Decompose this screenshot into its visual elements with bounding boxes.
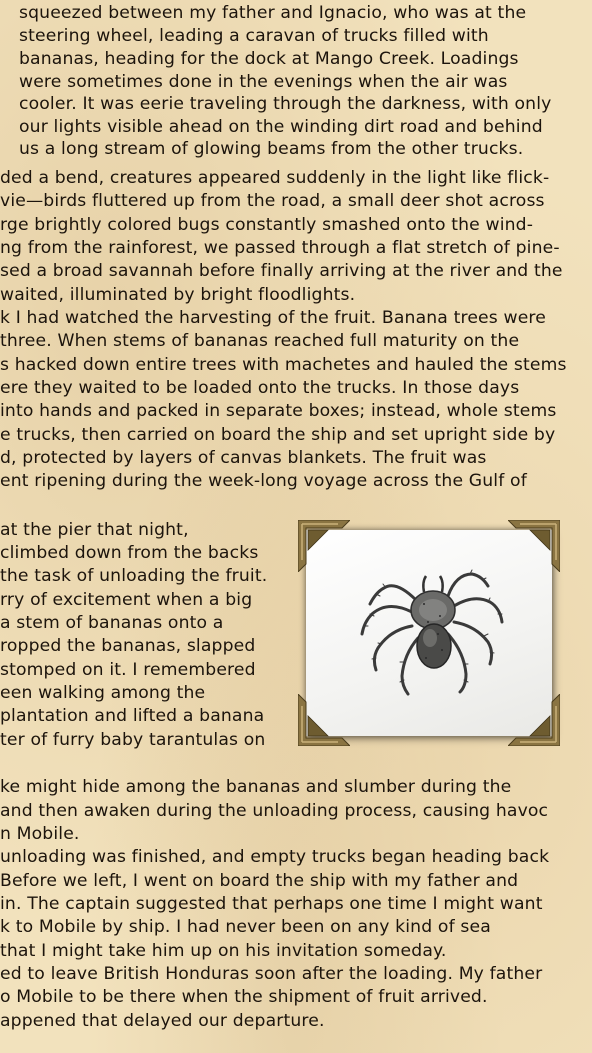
text-line: a stem of bananas onto a — [0, 613, 224, 633]
text-line: sed a broad savannah before finally arriving at the river and the — [0, 261, 563, 281]
text-line: us a long stream of glowing beams from the other trucks. — [19, 139, 524, 159]
text-line: three. When stems of bananas reached full maturity on the — [0, 331, 520, 351]
text-line: d, protected by layers of canvas blankets. The fruit was — [0, 448, 487, 468]
text-line: een walking among the — [0, 683, 206, 703]
text-line: vie—birds fluttered up from the road, a small deer shot across — [0, 191, 545, 211]
text-line: ent ripening during the week-long voyage across the Gulf of — [0, 471, 527, 491]
text-line: our lights visible ahead on the winding dirt road and behind — [19, 117, 543, 137]
photo-corner-bottom-right — [508, 694, 560, 746]
text-line: e trucks, then carried on board the ship and set upright side by — [0, 425, 556, 445]
text-line: waited, illuminated by bright floodlights. — [0, 285, 356, 305]
text-line: climbed down from the backs — [0, 543, 259, 563]
text-line: ng from the rainforest, we passed through a flat stretch of pine- — [0, 238, 560, 258]
text-line: rge brightly colored bugs constantly smashed onto the wind- — [0, 215, 534, 235]
text-line: cooler. It was eerie traveling through the darkness, with only — [19, 94, 552, 114]
text-line: that I might take him up on his invitation someday. — [0, 941, 447, 961]
tarantula-photo — [298, 520, 560, 746]
text-line: stomped on it. I remembered — [0, 660, 256, 680]
text-line: bananas, heading for the dock at Mango Creek. Loadings — [19, 49, 519, 69]
text-line: and then awaken during the unloading process, causing havoc — [0, 801, 549, 821]
text-line: n Mobile. — [0, 824, 80, 844]
text-line: rry of excitement when a big — [0, 590, 253, 610]
text-line: ded a bend, creatures appeared suddenly in the light like flick- — [0, 168, 550, 188]
text-line: Before we left, I went on board the ship with my father and — [0, 871, 519, 891]
text-line: ere they waited to be loaded onto the trucks. In those days — [0, 378, 520, 398]
text-line: s hacked down entire trees with machetes and hauled the stems — [0, 355, 567, 375]
text-line: in. The captain suggested that perhaps one time I might want — [0, 894, 543, 914]
text-line: ke might hide among the bananas and slumber during the — [0, 777, 512, 797]
text-line: k to Mobile by ship. I had never been on any kind of sea — [0, 917, 491, 937]
text-line: unloading was finished, and empty trucks began heading back — [0, 847, 550, 867]
text-line: at the pier that night, — [0, 520, 189, 540]
text-line: k I had watched the harvesting of the fruit. Banana trees were — [0, 308, 546, 328]
text-line: appened that delayed our departure. — [0, 1011, 325, 1031]
photo-corner-top-right — [508, 520, 560, 572]
text-line: into hands and packed in separate boxes; instead, whole stems — [0, 401, 557, 421]
text-line: squeezed between my father and Ignacio, who was at the — [19, 3, 527, 23]
photo-corner-bottom-left — [298, 694, 350, 746]
text-line: o Mobile to be there when the shipment of fruit arrived. — [0, 987, 488, 1007]
photo-corner-top-left — [298, 520, 350, 572]
text-line: ter of furry baby tarantulas on — [0, 730, 266, 750]
text-line: were sometimes done in the evenings when the air was — [19, 72, 508, 92]
text-line: the task of unloading the fruit. — [0, 566, 268, 586]
text-line: ropped the bananas, slapped — [0, 636, 256, 656]
text-line: steering wheel, leading a caravan of trucks filled with — [19, 26, 489, 46]
text-line: ed to leave British Honduras soon after the loading. My father — [0, 964, 543, 984]
text-line: plantation and lifted a banana — [0, 706, 265, 726]
